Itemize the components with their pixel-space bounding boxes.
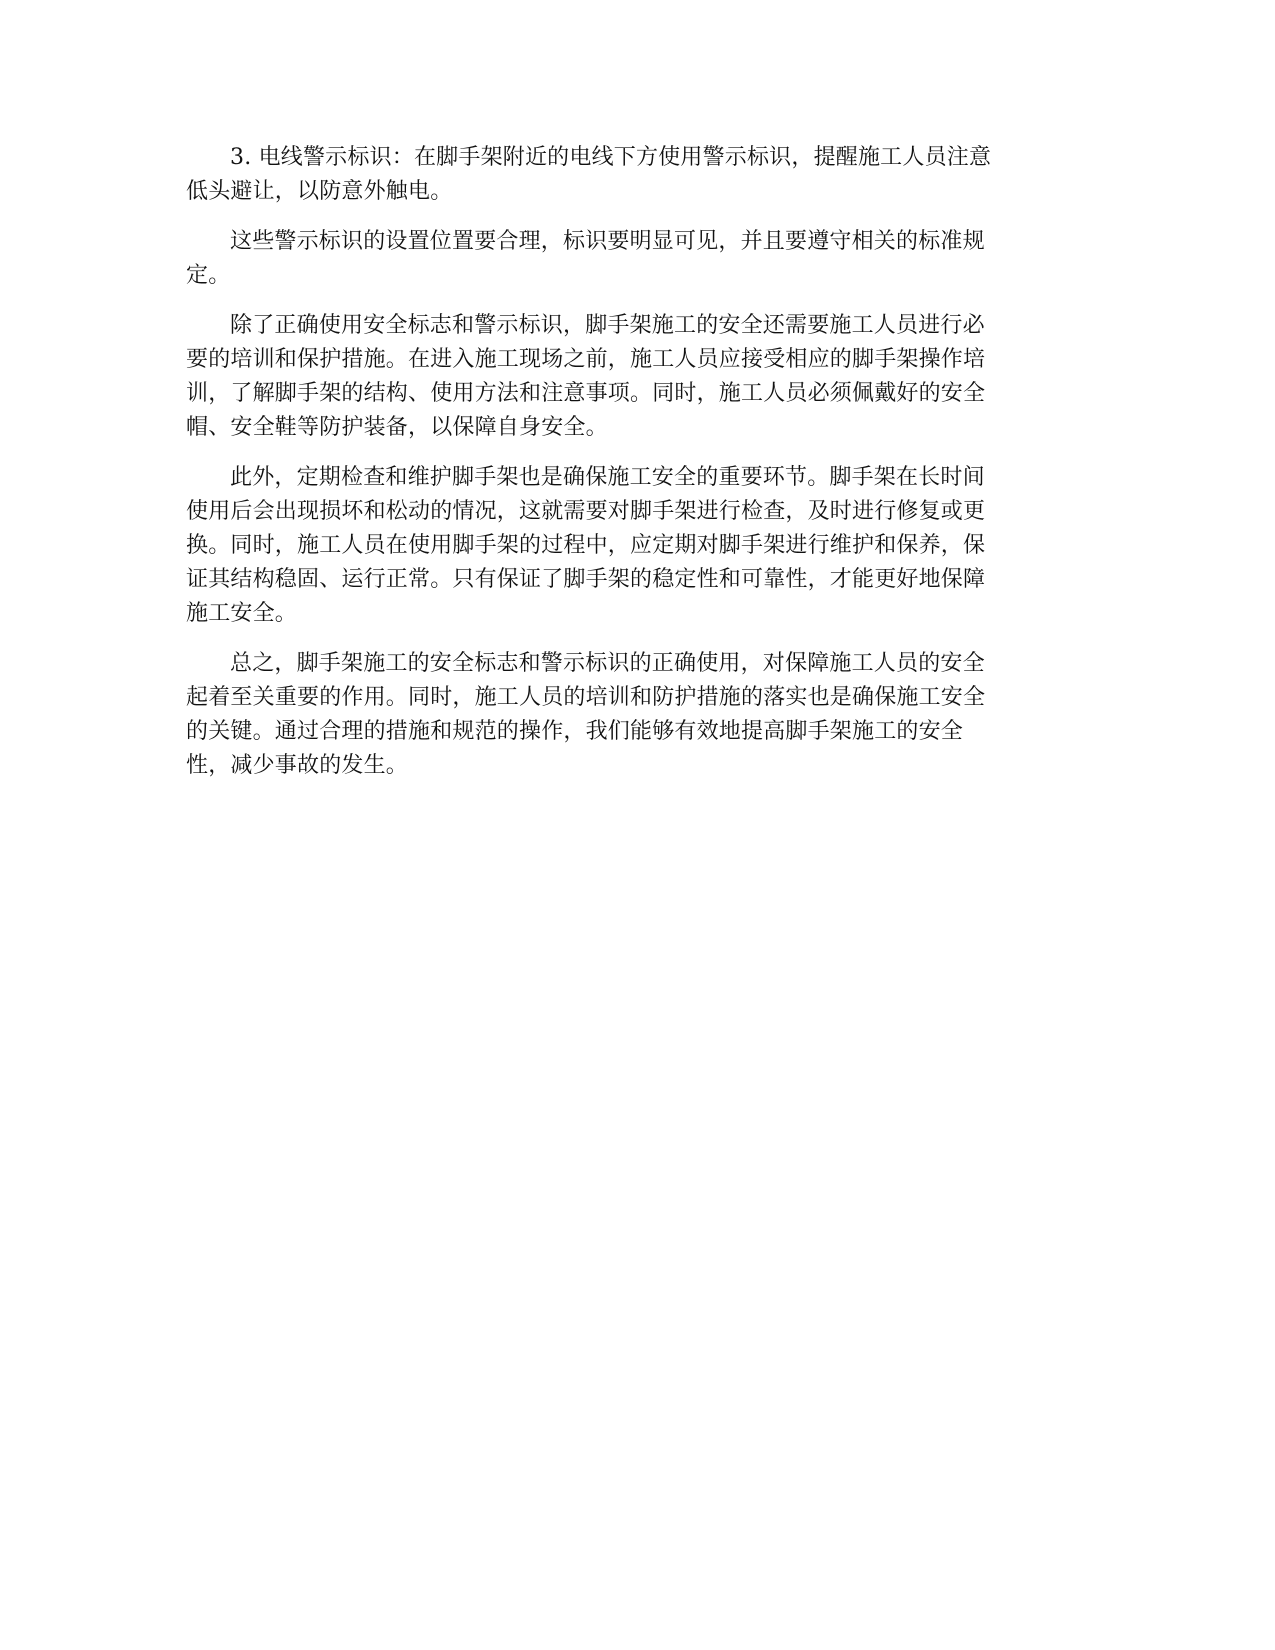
- paragraph-line: 除了正确使用安全标志和警示标识，脚手架施工的安全还需要施工人员进行必: [230, 313, 985, 338]
- paragraph-line: 的关键。通过合理的措施和规范的操作，我们能够有效地提高脚手架施工的安全: [186, 719, 964, 744]
- paragraph-line: 总之，脚手架施工的安全标志和警示标识的正确使用，对保障施工人员的安全: [230, 651, 985, 676]
- paragraph-line: 起着至关重要的作用。同时，施工人员的培训和防护措施的落实也是确保施工安全: [186, 685, 986, 710]
- paragraph-line: 帽、安全鞋等防护装备，以保障自身安全。: [186, 415, 608, 440]
- paragraph-conclusion: [186, 647, 1086, 783]
- paragraph-line: 要的培训和保护措施。在进入施工现场之前，施工人员应接受相应的脚手架操作培: [186, 347, 986, 372]
- paragraph-sign-placement: [186, 225, 1086, 293]
- paragraph-line: 施工安全。: [186, 601, 298, 626]
- paragraph-line: 训，了解脚手架的结构、使用方法和注意事项。同时，施工人员必须佩戴好的安全: [186, 381, 986, 406]
- paragraph-wire-warning-sign: [186, 141, 1086, 209]
- paragraph-line: 3. 电线警示标识：在脚手架附近的电线下方使用警示标识，提醒施工人员注意: [230, 145, 992, 170]
- document-body: [186, 141, 1086, 799]
- paragraph-inspection-maintenance: [186, 461, 1086, 631]
- paragraph-line: 低头避让，以防意外触电。: [186, 179, 453, 204]
- paragraph-line: 换。同时，施工人员在使用脚手架的过程中，应定期对脚手架进行维护和保养，保: [186, 533, 986, 558]
- paragraph-line: 这些警示标识的设置位置要合理，标识要明显可见，并且要遵守相关的标准规: [230, 229, 985, 254]
- paragraph-line: 定。: [186, 263, 231, 288]
- paragraph-line: 使用后会出现损坏和松动的情况，这就需要对脚手架进行检查，及时进行修复或更: [186, 499, 986, 524]
- paragraph-line: 性，减少事故的发生。: [186, 753, 409, 778]
- paragraph-line: 此外，定期检查和维护脚手架也是确保施工安全的重要环节。脚手架在长时间: [230, 465, 985, 490]
- paragraph-training-protection: [186, 309, 1086, 445]
- paragraph-line: 证其结构稳固、运行正常。只有保证了脚手架的稳定性和可靠性，才能更好地保障: [186, 567, 986, 592]
